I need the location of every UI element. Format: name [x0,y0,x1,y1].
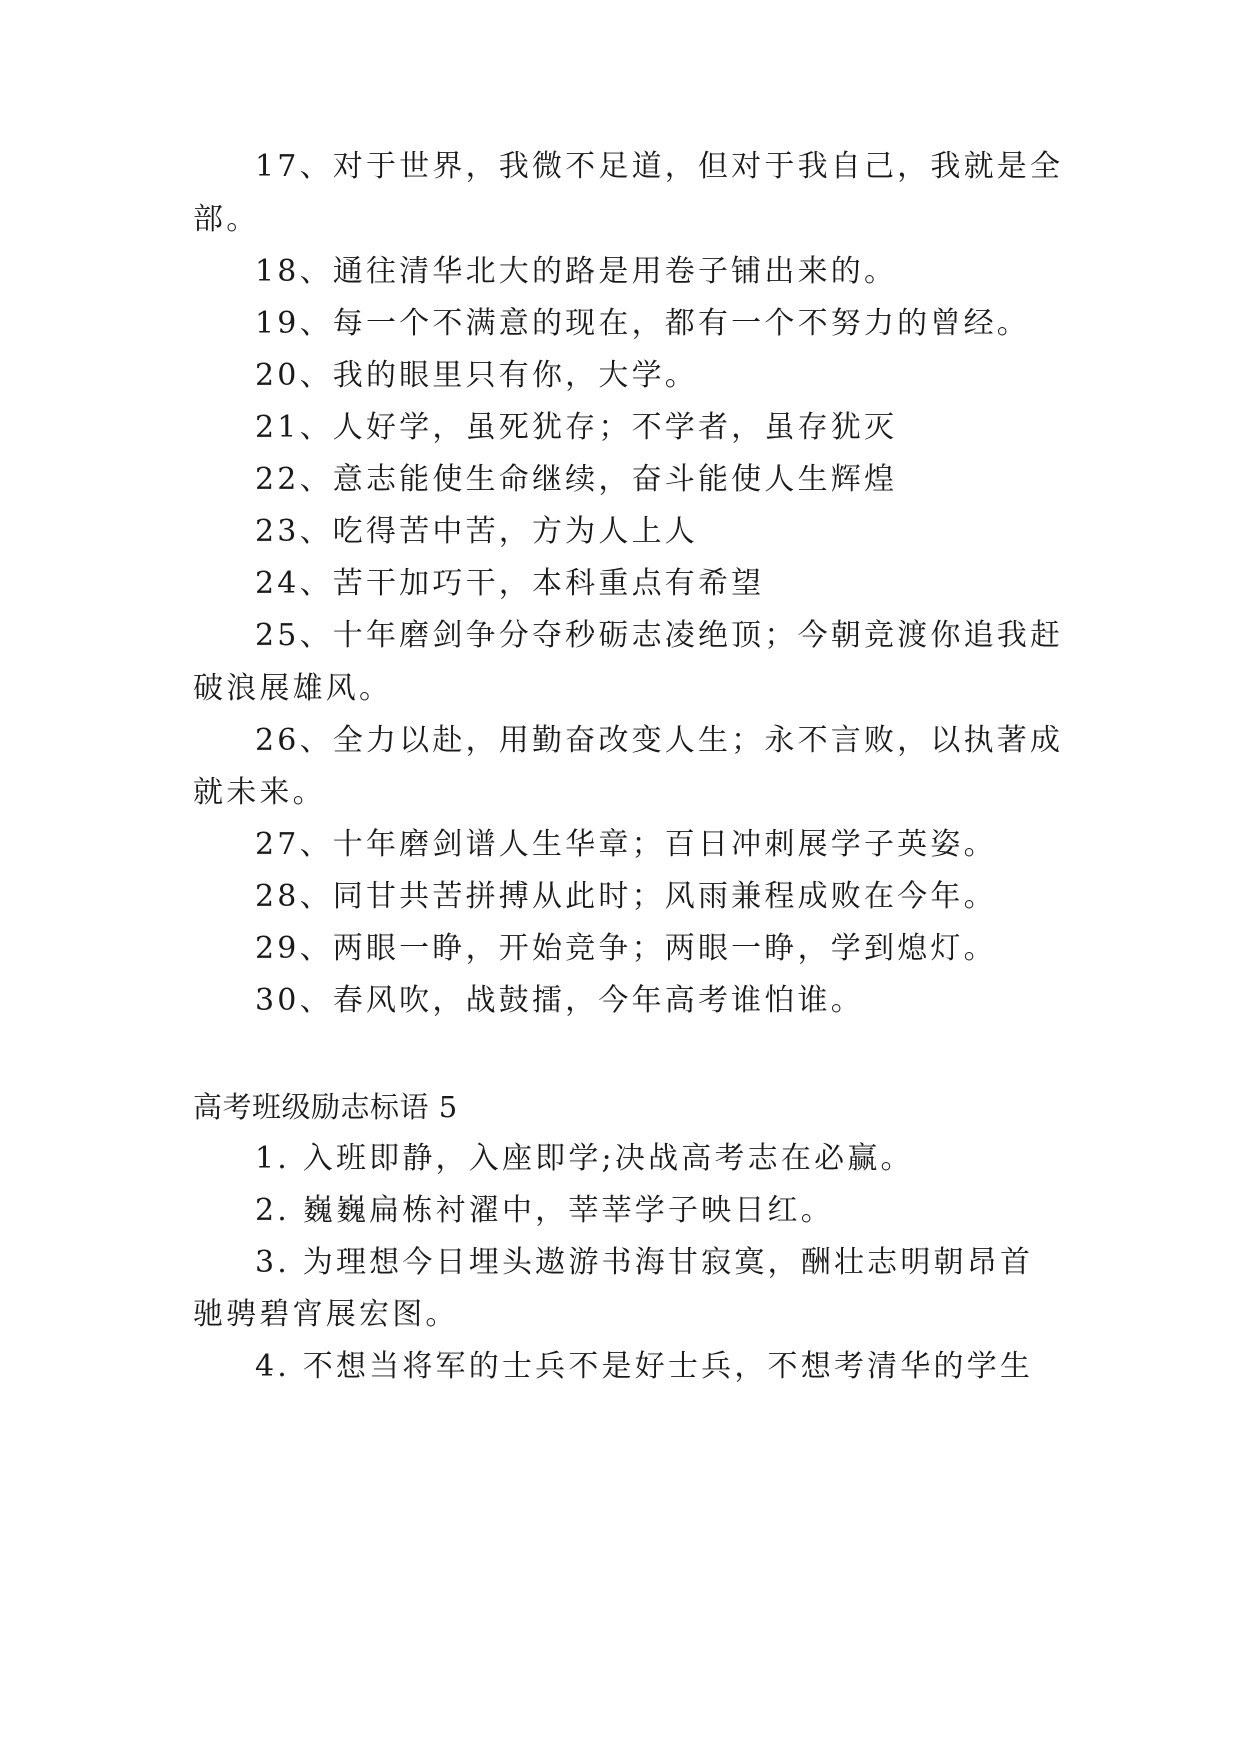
text-line-s5-2: 2. 巍巍扁栋衬濯中，莘莘学子映日红。 [255,1193,834,1228]
text-line-17: 17、对于世界，我微不足道，但对于我自己，我就是全 [255,149,1064,184]
text-line-20: 20、我的眼里只有你，大学。 [255,358,698,393]
text-line-19: 19、每一个不满意的现在，都有一个不努力的曾经。 [255,306,1030,341]
text-line-s5-3: 3. 为理想今日埋头遨游书海甘寂寞，酬壮志明朝昂首 [255,1245,1034,1280]
text-line-26-cont: 就未来。 [193,775,326,810]
text-line-21: 21、人好学，虽死犹存；不学者，虽存犹灭 [255,410,898,445]
text-line-24: 24、苦干加巧干，本科重点有希望 [255,566,765,601]
text-line-18: 18、通往清华北大的路是用卷子铺出来的。 [255,254,898,289]
text-line-25: 25、十年磨剑争分夺秒砺志凌绝顶；今朝竞渡你追我赶 [255,618,1064,653]
text-line-27: 27、十年磨剑谱人生华章；百日冲刺展学子英姿。 [255,827,997,862]
text-line-22: 22、意志能使生命继续，奋斗能使人生辉煌 [255,462,898,497]
text-line-28: 28、同甘共苦拼搏从此时；风雨兼程成败在今年。 [255,879,997,914]
text-line-30: 30、春风吹，战鼓擂，今年高考谁怕谁。 [255,983,864,1018]
text-line-17-cont: 部。 [193,202,260,237]
text-line-29: 29、两眼一睁，开始竞争；两眼一睁，学到熄灯。 [255,931,997,966]
text-line-23: 23、吃得苦中苦，方为人上人 [255,514,698,549]
section-heading: 高考班级励志标语 5 [193,1090,458,1124]
text-line-s5-1: 1. 入班即静，入座即学;决战高考志在必赢。 [255,1141,914,1176]
text-line-25-cont: 破浪展雄风。 [193,671,393,706]
text-line-s5-3-cont: 驰骋碧宵展宏图。 [193,1297,459,1332]
text-line-s5-4: 4. 不想当将军的士兵不是好士兵，不想考清华的学生 [255,1349,1034,1384]
text-line-26: 26、全力以赴，用勤奋改变人生；永不言败，以执著成 [255,723,1064,758]
